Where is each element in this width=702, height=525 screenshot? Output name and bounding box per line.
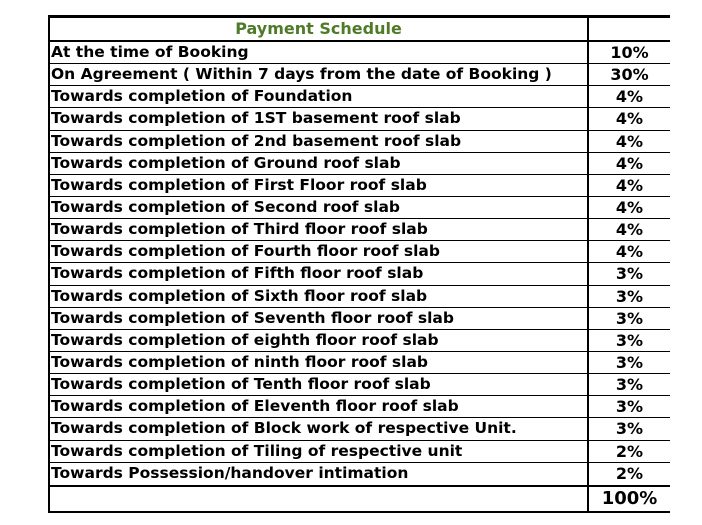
table-row — [48, 263, 670, 285]
milestone-percent: 4% — [615, 87, 644, 107]
milestone-description: Towards completion of Foundation — [51, 87, 353, 106]
total-percent: 100% — [601, 488, 658, 509]
milestone-percent: 3% — [615, 330, 644, 350]
milestone-description: Towards completion of Second roof slab — [51, 197, 401, 216]
milestone-percent: 3% — [615, 286, 644, 306]
table-row — [48, 352, 670, 374]
total-top-border — [48, 485, 670, 487]
table-row — [48, 131, 670, 153]
milestone-percent: 10% — [610, 43, 649, 62]
milestone-percent: 3% — [615, 352, 644, 372]
table-row — [48, 441, 670, 463]
table-title: Payment Schedule — [235, 19, 402, 38]
table-row — [48, 374, 670, 396]
milestone-description: Towards completion of Sixth floor roof slab — [51, 286, 428, 305]
milestone-description: Towards Possession/handover intimation — [51, 463, 409, 482]
milestone-description: Towards completion of Tenth floor roof slab — [51, 375, 431, 394]
milestone-percent: 4% — [615, 109, 644, 129]
milestone-description: At the time of Booking — [51, 43, 249, 61]
milestone-percent: 4% — [615, 131, 644, 151]
table-row — [48, 330, 670, 352]
schedule-rows — [48, 42, 670, 485]
milestone-percent: 3% — [615, 264, 644, 284]
milestone-description: Towards completion of Eleventh floor roof slab — [51, 397, 459, 416]
milestone-description: Towards completion of eighth floor roof slab — [51, 330, 439, 349]
milestone-percent: 30% — [610, 65, 649, 85]
table-row — [48, 219, 670, 241]
milestone-percent: 4% — [615, 242, 644, 262]
table-row — [48, 175, 670, 197]
payment-schedule-table — [48, 15, 670, 513]
milestone-description: Towards completion of Block work of respective Unit. — [51, 419, 517, 438]
milestone-percent: 3% — [615, 308, 644, 328]
milestone-description: Towards completion of Fifth floor roof slab — [51, 264, 424, 283]
table-row — [48, 64, 670, 86]
table-row — [48, 86, 670, 108]
milestone-percent: 4% — [615, 220, 644, 240]
table-row — [48, 197, 670, 219]
milestone-percent: 3% — [615, 419, 644, 439]
milestone-percent: 2% — [615, 441, 644, 461]
milestone-percent: 3% — [615, 397, 644, 417]
milestone-description: Towards completion of Third floor roof slab — [51, 220, 428, 239]
milestone-description: Towards completion of Seventh floor roof slab — [51, 308, 454, 327]
table-row — [48, 286, 670, 308]
milestone-description: Towards completion of Tiling of respective unit — [51, 441, 463, 460]
table-row — [48, 418, 670, 440]
milestone-percent: 2% — [615, 463, 644, 483]
table-bottom-border — [48, 511, 670, 513]
milestone-percent: 4% — [615, 175, 644, 195]
table-row — [48, 153, 670, 175]
milestone-description: On Agreement ( Within 7 days from the date of Booking ) — [51, 65, 552, 84]
milestone-percent: 4% — [615, 153, 644, 173]
milestone-description: Towards completion of 2nd basement roof slab — [51, 131, 462, 150]
table-row — [48, 308, 670, 330]
table-row — [48, 241, 670, 263]
table-row — [48, 396, 670, 418]
milestone-description: Towards completion of ninth floor roof slab — [51, 352, 429, 371]
milestone-description: Towards completion of Fourth floor roof slab — [51, 242, 440, 261]
milestone-percent: 3% — [615, 375, 644, 395]
milestone-description: Towards completion of Ground roof slab — [51, 153, 401, 172]
table-row — [48, 108, 670, 130]
table-row — [48, 42, 670, 64]
table-row — [48, 463, 670, 485]
milestone-description: Towards completion of 1ST basement roof slab — [51, 109, 461, 128]
milestone-percent: 4% — [615, 197, 644, 217]
milestone-description: Towards completion of First Floor roof slab — [51, 175, 427, 194]
